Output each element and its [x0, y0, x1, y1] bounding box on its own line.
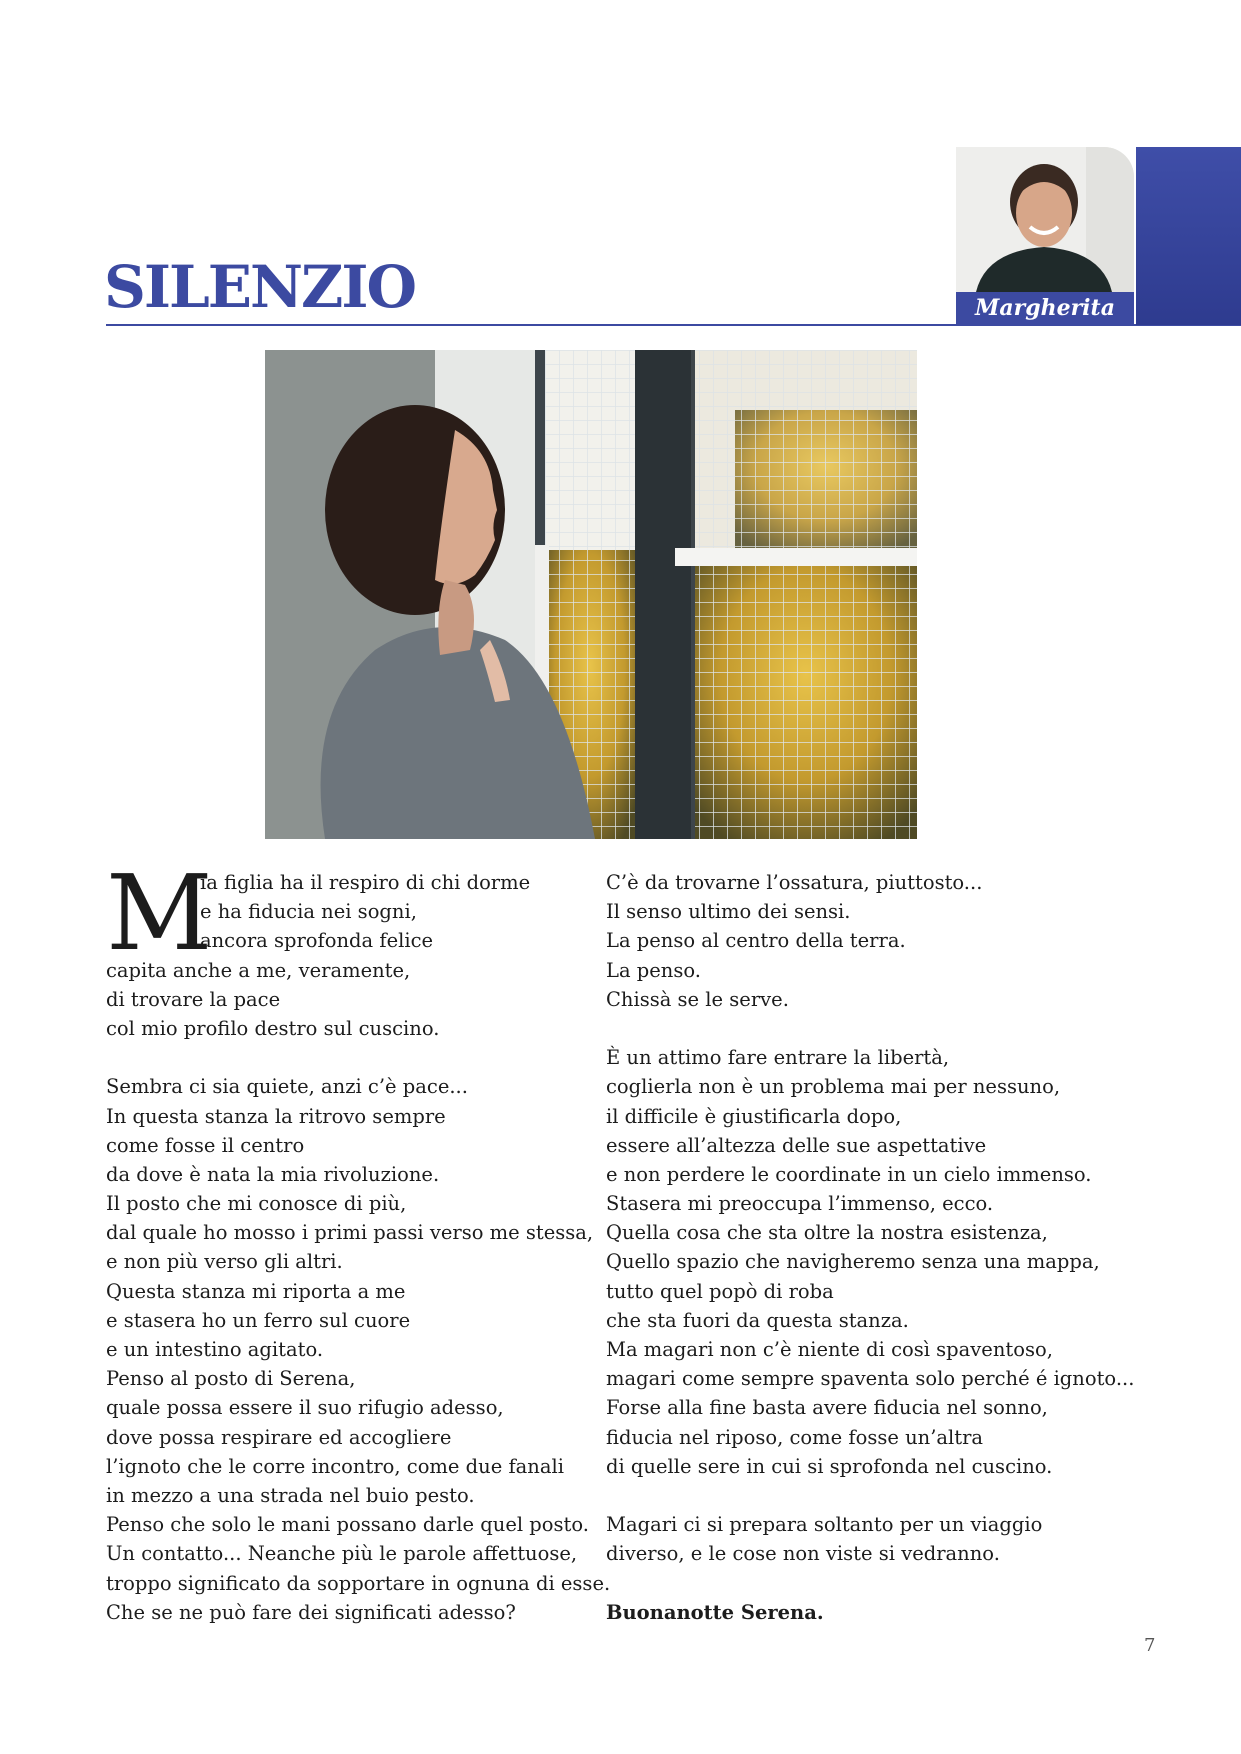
poem-line: da dove è nata la mia rivoluzione.: [106, 1162, 440, 1186]
stanza-break: [606, 1569, 1086, 1598]
poem-line: Stasera mi preoccupa l’immenso, ecco.: [606, 1192, 994, 1216]
stanza-break: [606, 1014, 1086, 1043]
poem-line: La penso al centro della terra.: [606, 929, 906, 953]
poem-line: capita anche a me, veramente,: [106, 958, 411, 982]
poem-line: Forse alla fine basta avere fiducia nel sonno,: [606, 1396, 1048, 1420]
author-card: [956, 147, 1134, 325]
poem-line: Questa stanza mi riporta a me: [106, 1279, 406, 1303]
poem-right-column: [606, 868, 1135, 1627]
poem-line: dal quale ho mosso i primi passi verso me stessa,: [106, 1221, 594, 1245]
poem-line: come fosse il centro: [106, 1133, 305, 1157]
poem-line: e ha fiducia nei sogni,: [200, 900, 417, 924]
poem-line: tutto quel popò di roba: [606, 1279, 834, 1303]
poem-line: il difficile è giustificarla dopo,: [606, 1104, 902, 1128]
poem-line: di trovare la pace: [106, 987, 281, 1011]
poem-line: e stasera ho un ferro sul cuore: [106, 1308, 411, 1332]
poem-line: ia figlia ha il respiro di chi dorme: [200, 871, 531, 894]
poem-line: In questa stanza la ritrovo sempre: [106, 1104, 446, 1128]
poem-line: Ma magari non c’è niente di così spaventoso,: [606, 1338, 1053, 1361]
sign-off: Buonanotte Serena.: [606, 1600, 824, 1624]
page-number: 7: [1144, 1635, 1156, 1656]
poem-line: essere all’altezza delle sue aspettative: [606, 1133, 987, 1157]
poem-line: È un attimo fare entrare la libertà,: [606, 1046, 950, 1070]
poem-line: troppo significato da sopportare in ognuna di esse.: [106, 1571, 611, 1595]
poem-line: e un intestino agitato.: [106, 1338, 324, 1361]
stanza-break: [606, 1481, 1086, 1510]
poem-line: e non perdere le coordinate in un cielo immenso.: [606, 1162, 1092, 1186]
poem-line: Un contatto... Neanche più le parole affettuose,: [106, 1542, 578, 1566]
poem-line: che sta fuori da questa stanza.: [606, 1308, 909, 1332]
portrait-photo: [956, 147, 1134, 292]
stanza-break: [106, 1043, 586, 1072]
poem-line: col mio profilo destro sul cuscino.: [106, 1016, 440, 1040]
poem-line: Penso al posto di Serena,: [106, 1367, 356, 1391]
poem-line: Sembra ci sia quiete, anzi c’è pace...: [106, 1075, 468, 1099]
poem-line: Chissà se le serve.: [606, 987, 789, 1011]
woman-at-window-photo: [265, 350, 917, 839]
poem-line: La penso.: [606, 958, 701, 982]
poem-line: ancora sprofonda felice: [200, 929, 434, 953]
author-name: Margherita: [956, 292, 1134, 325]
poem-line: dove possa respirare ed accogliere: [106, 1425, 452, 1449]
drop-cap: M: [106, 852, 213, 974]
poem-line: C’è da trovarne l’ossatura, piuttosto...: [606, 871, 983, 894]
poem-left-column: [106, 852, 611, 1627]
poem-line: fiducia nel riposo, come fosse un’altra: [606, 1425, 984, 1449]
poem-line: Penso che solo le mani possano darle quel posto.: [106, 1513, 589, 1537]
poem-line: Quello spazio che navigheremo senza una mappa,: [606, 1250, 1100, 1274]
window-scene-illustration: [265, 350, 917, 839]
poem-line: Il posto che mi conosce di più,: [106, 1192, 407, 1216]
poem-line: Quella cosa che sta oltre la nostra esistenza,: [606, 1221, 1048, 1245]
poem-line: Che se ne può fare dei significati adesso?: [106, 1600, 516, 1624]
poem-line: Il senso ultimo dei sensi.: [606, 900, 851, 924]
poem-line: coglierla non è un problema mai per nessuno,: [606, 1075, 1061, 1099]
poem-line: l’ignoto che le corre incontro, come due fanali: [106, 1454, 564, 1478]
poem-line: diverso, e le cose non viste si vedranno.: [606, 1542, 1000, 1566]
poem-line: e non più verso gli altri.: [106, 1250, 343, 1274]
poem-line: magari come sempre spaventa solo perché é ignoto...: [606, 1367, 1135, 1391]
poem-line: in mezzo a una strada nel buio pesto.: [106, 1483, 475, 1507]
poem-line: quale possa essere il suo rifugio adesso,: [106, 1396, 504, 1420]
page-title: SILENZIO: [104, 253, 416, 321]
poem-line: di quelle sere in cui si sprofonda nel cuscino.: [606, 1454, 1053, 1478]
poem-line: Magari ci si prepara soltanto per un viaggio: [606, 1513, 1043, 1537]
accent-band: [1136, 147, 1241, 325]
